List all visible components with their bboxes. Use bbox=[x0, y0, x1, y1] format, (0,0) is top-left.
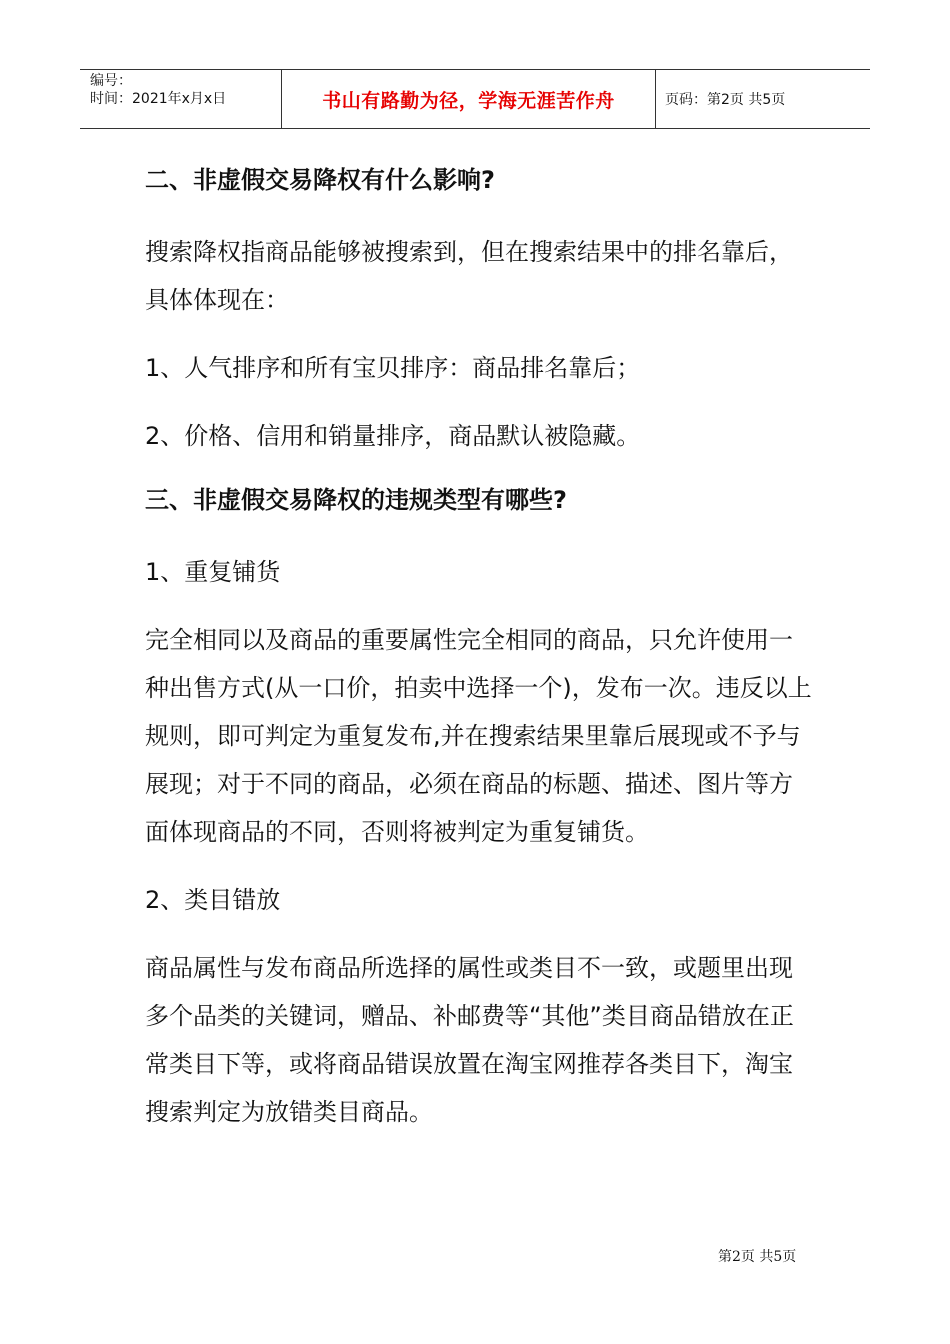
paragraph-duplicate-listing: 完全相同以及商品的重要属性完全相同的商品，只允许使用一种出售方式(从一口价，拍卖中选择一个)，发布一次。违反以上规则，即可判定为重复发布,并在搜索结果里靠后展现或不予与展现；对于不同的商品，必须在商品的标题、描述、图片等方面体现商品的不同，否则将被判定为重复铺货。 bbox=[145, 626, 812, 846]
header-page-info: 页码：第2页 共5页 bbox=[665, 92, 786, 108]
date-label: 时间：2021年x月x日 bbox=[90, 91, 227, 107]
list-item-popularity-sort: 1、人气排序和所有宝贝排序：商品排名靠后； bbox=[145, 354, 641, 382]
list-item-price-sort: 2、价格、信用和销量排序，商品默认被隐藏。 bbox=[145, 422, 641, 450]
page-footer: 第2页 共5页 bbox=[718, 1249, 797, 1265]
section-heading-2: 二、非虚假交易降权有什么影响? bbox=[145, 166, 495, 194]
serial-label: 编号： bbox=[90, 73, 132, 89]
header-motto: 书山有路勤为径，学海无涯苦作舟 bbox=[282, 70, 656, 128]
paragraph-search-demotion: 搜索降权指商品能够被搜索到，但在搜索结果中的排名靠后，具体体现在： bbox=[145, 238, 793, 314]
subheading-wrong-category: 2、类目错放 bbox=[145, 886, 281, 914]
section-heading-3: 三、非虚假交易降权的违规类型有哪些? bbox=[145, 486, 567, 514]
document-body bbox=[145, 160, 815, 1156]
page-header bbox=[80, 69, 870, 129]
header-meta bbox=[80, 70, 282, 128]
paragraph-wrong-category: 商品属性与发布商品所选择的属性或类目不一致，或题里出现多个品类的关键词，赠品、补邮费等“其他”类目商品错放在正常类目下等，或将商品错误放置在淘宝网推荐各类目下，淘宝搜索判定为放错类目商品。 bbox=[145, 954, 794, 1126]
subheading-duplicate-listing: 1、重复铺货 bbox=[145, 558, 281, 586]
